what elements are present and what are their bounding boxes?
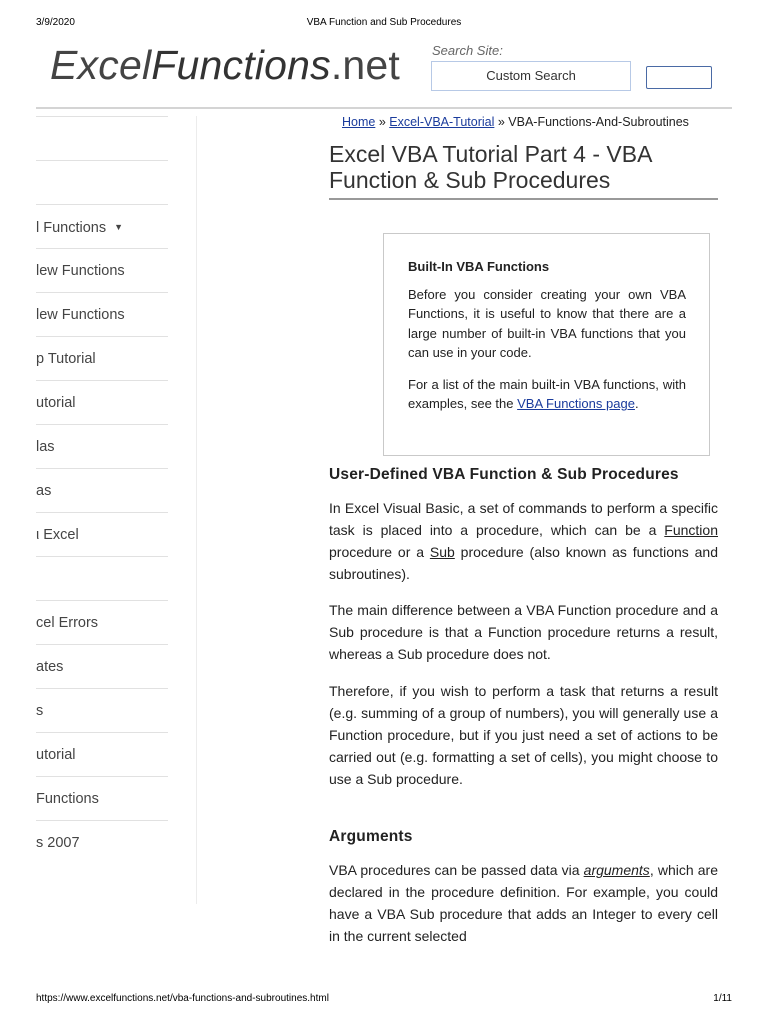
sidebar-item-label: cel Errors [36,615,99,631]
sidebar-item[interactable] [36,116,168,160]
print-url: https://www.excelfunctions.net/vba-functions-and-subroutines.html [36,993,329,1004]
site-logo[interactable] [50,42,400,89]
infobox-paragraph-1: Before you consider creating your own VBA Functions, it is useful to know that there are a large number of built-in VBA functions that you can use in your code. [408,287,686,360]
search-label: Search Site: [432,43,503,58]
paragraph-difference: The main difference between a VBA Function procedure and a Sub procedure is that a Function procedure returns a result, whereas a Sub procedure does not. [329,602,718,662]
sidebar-nav [36,116,168,864]
sidebar-item[interactable] [36,468,168,512]
sidebar-item[interactable] [36,776,168,820]
title-underline [329,198,718,200]
sidebar-item-label: Functions [36,791,99,807]
breadcrumb-separator: » [375,115,390,129]
sidebar-divider [196,116,197,904]
function-link[interactable]: Function [664,522,718,538]
sidebar-item-label: s 2007 [36,835,80,851]
sidebar-item-label: ι Excel [36,527,79,543]
print-date: 3/9/2020 [36,17,75,28]
paragraph-therefore: Therefore, if you wish to perform a task that returns a result (e.g. summing of a group of numbers), you will generally use a Function procedure, but if you just need a set of actions to be carried out (e.g. formatting a set of cells), you might choose to use a Sub procedure. [329,683,718,787]
sidebar-item[interactable] [36,424,168,468]
sidebar-item[interactable] [36,688,168,732]
sidebar-item-functions[interactable] [36,204,168,248]
sidebar-item[interactable] [36,644,168,688]
print-header [0,17,768,31]
infobox-text: . [634,396,639,412]
sidebar-item-label: lew Functions [36,307,125,323]
sidebar-item[interactable] [36,380,168,424]
header-divider [36,107,732,109]
section-heading-arguments: Arguments [329,828,413,845]
dropdown-arrow-icon: ▼ [114,222,124,232]
breadcrumb-current: VBA-Functions-And-Subroutines [508,115,689,129]
paragraph-text: VBA procedures can be passed data via [329,862,584,878]
logo-functions: Functions [151,42,331,88]
builtin-functions-box [383,233,710,456]
infobox-text: For a list of the main built-in VBA functions, with examples, see the [408,377,686,412]
print-page-number: 1/11 [713,993,732,1004]
sidebar-item-label: las [36,439,55,455]
sidebar-item[interactable] [36,248,168,292]
print-footer [0,993,768,1007]
paragraph-text: , which are declared in the procedure definition. For example, you could have a VBA Sub procedure that adds an Integer to every cell in the current selected [329,862,718,944]
search-input[interactable]: Custom Search [431,61,631,91]
sidebar-item[interactable] [36,160,168,204]
paragraph-procedures [329,497,718,585]
sidebar-item[interactable] [36,292,168,336]
paragraph-text: In Excel Visual Basic, a set of commands to perform a specific task is placed into a procedure, which can be a [329,500,718,538]
breadcrumb [342,115,689,129]
print-title: VBA Function and Sub Procedures [306,17,462,28]
sidebar-item[interactable] [36,820,168,864]
sidebar-item-label: p Tutorial [36,351,96,367]
breadcrumb-home-link[interactable]: Home [342,115,376,129]
sidebar-item-label: l Functions [36,220,107,236]
sidebar-item-label: as [36,483,52,499]
logo-excel: Excel [50,42,152,88]
sidebar-item-label: utorial [36,395,76,411]
paragraph-arguments [329,859,718,947]
sidebar-item-label: lew Functions [36,263,125,279]
sidebar-item-label: ates [36,659,64,675]
paragraph-text: procedure (also known as functions and subroutines). [329,544,719,582]
page-title: Excel VBA Tutorial Part 4 - VBA Function & Sub Procedures [329,141,652,193]
vba-functions-page-link[interactable]: VBA Functions page [517,396,635,412]
arguments-link[interactable]: arguments [583,862,650,878]
infobox-heading: Built-In VBA Functions [408,259,550,274]
sidebar-item[interactable] [36,512,168,556]
logo-net: .net [330,42,401,88]
sidebar-item[interactable] [36,336,168,380]
breadcrumb-separator: » [494,115,509,129]
sidebar-item-label: s [36,703,44,719]
section-heading-user-defined: User-Defined VBA Function & Sub Procedures [329,466,679,483]
infobox-paragraph-2 [408,375,686,414]
paragraph-text: procedure or a [329,544,430,560]
sidebar-item[interactable] [36,600,168,644]
sidebar-item[interactable] [36,556,168,600]
breadcrumb-tutorial-link[interactable]: Excel-VBA-Tutorial [389,115,495,129]
search-button[interactable] [646,66,712,89]
sub-link[interactable]: Sub [429,544,455,560]
sidebar-item[interactable] [36,732,168,776]
sidebar-item-label: utorial [36,747,76,763]
